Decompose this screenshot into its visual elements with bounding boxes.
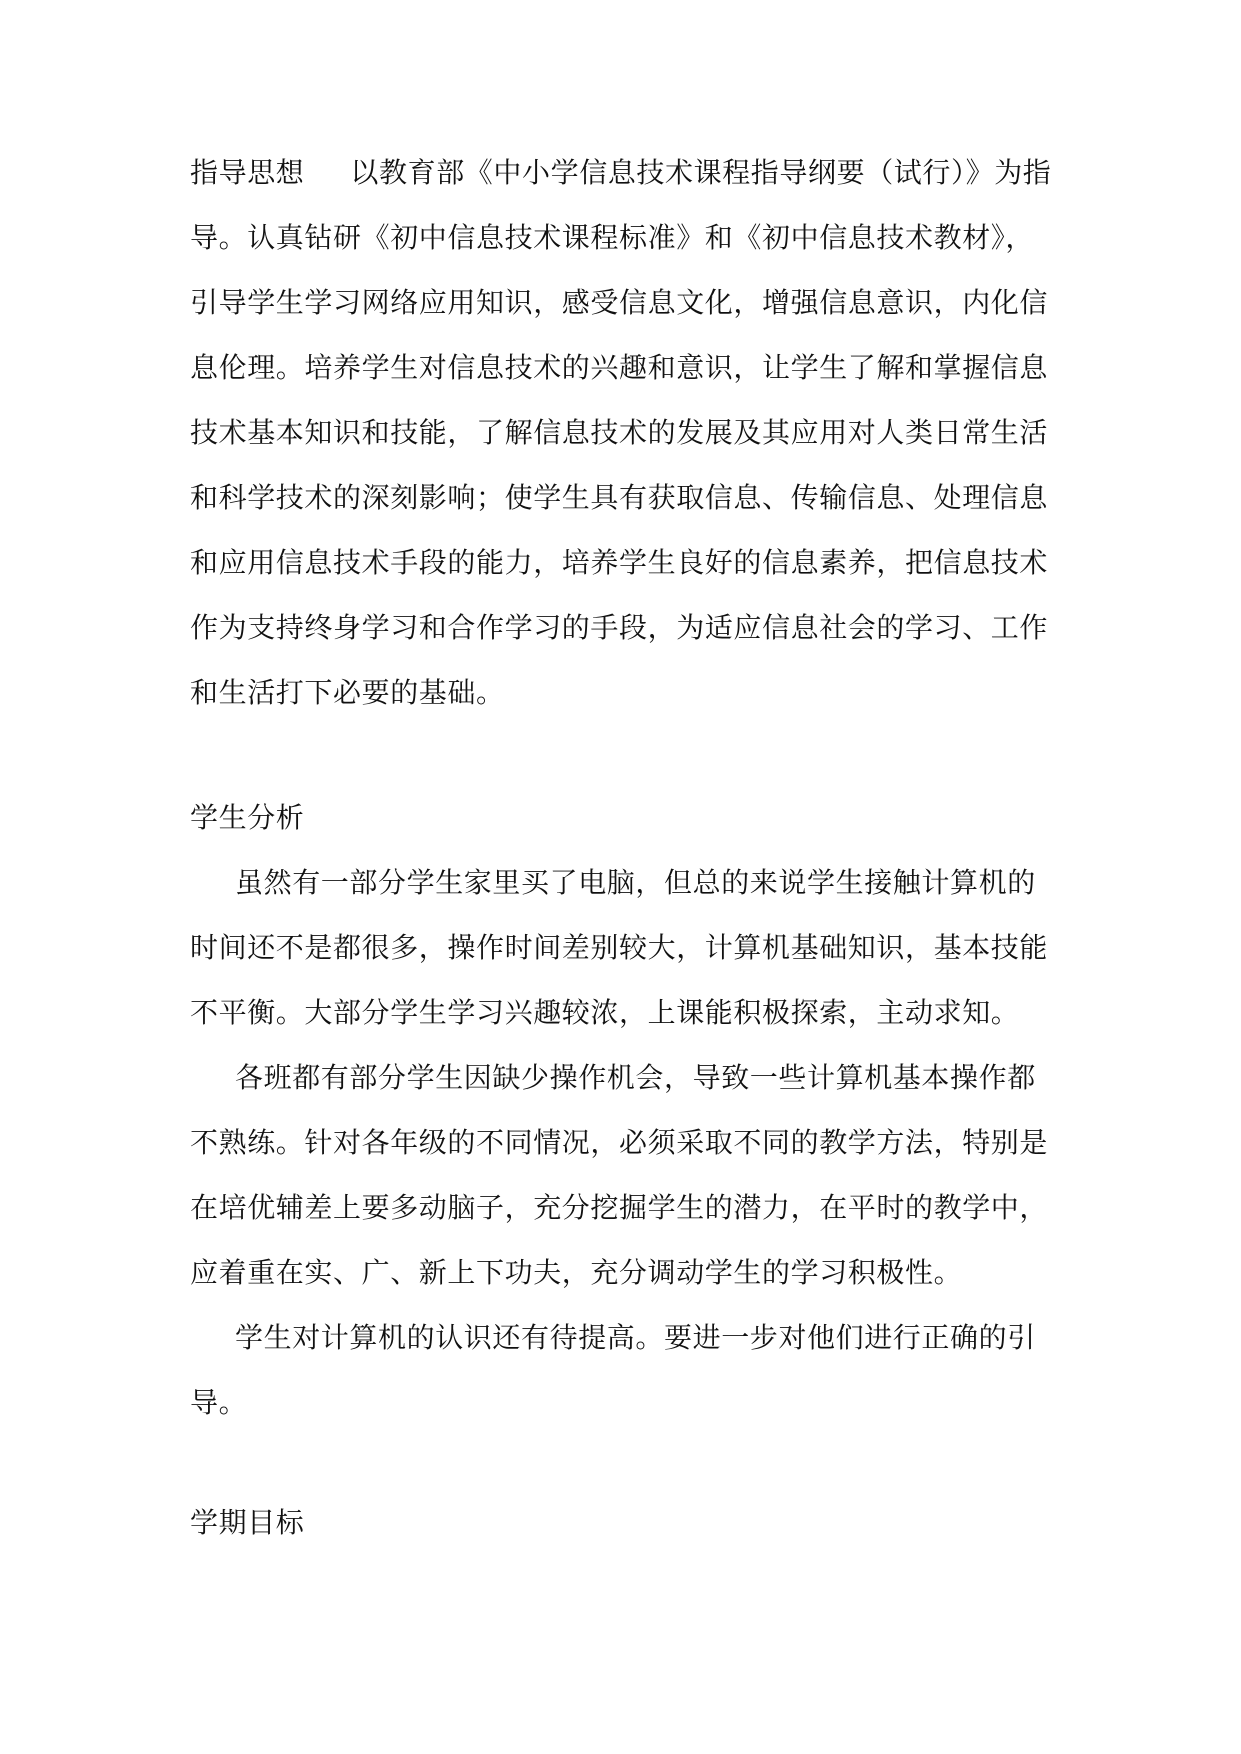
paragraph-line: 息伦理。培养学生对信息技术的兴趣和意识，让学生了解和掌握信息 [190, 351, 1049, 384]
paragraph-line: 各班都有部分学生因缺少操作机会，导致一些计算机基本操作都 [235, 1061, 1036, 1094]
section-heading-guiding-ideology: 指导思想 [190, 156, 305, 189]
paragraph-line: 在培优辅差上要多动脑子，充分挖掘学生的潜力，在平时的教学中， [190, 1191, 1049, 1224]
paragraph-text: 以教育部《中小学信息技术课程指导纲要（试行）》为指 [350, 156, 1052, 189]
paragraph-line: 作为支持终身学习和合作学习的手段，为适应信息社会的学习、工作 [190, 611, 1049, 644]
paragraph-line: 技术基本知识和技能，了解信息技术的发展及其应用对人类日常生活 [190, 416, 1049, 449]
paragraph-line [190, 140, 1060, 205]
paragraph-line: 时间还不是都很多，操作时间差别较大，计算机基础知识，基本技能 [190, 931, 1049, 964]
document-page [190, 140, 1060, 1555]
paragraph-line: 和应用信息技术手段的能力，培养学生良好的信息素养，把信息技术 [190, 546, 1049, 579]
paragraph-line: 学生对计算机的认识还有待提高。要进一步对他们进行正确的引 [235, 1321, 1036, 1354]
section-heading-student-analysis: 学生分析 [190, 801, 305, 834]
paragraph-line: 和生活打下必要的基础。 [190, 676, 505, 709]
section-spacer [190, 725, 1060, 785]
paragraph-line: 引导学生学习网络应用知识，感受信息文化，增强信息意识，内化信 [190, 286, 1049, 319]
paragraph-line: 不熟练。针对各年级的不同情况，必须采取不同的教学方法，特别是 [190, 1126, 1049, 1159]
section-heading-semester-goals: 学期目标 [190, 1506, 305, 1539]
section-spacer [190, 1435, 1060, 1490]
paragraph-line: 不平衡。大部分学生学习兴趣较浓，上课能积极探索，主动求知。 [190, 996, 1020, 1029]
paragraph-line: 应着重在实、广、新上下功夫，充分调动学生的学习积极性。 [190, 1256, 963, 1289]
paragraph-line: 虽然有一部分学生家里买了电脑，但总的来说学生接触计算机的 [235, 866, 1036, 899]
paragraph-line: 和科学技术的深刻影响；使学生具有获取信息、传输信息、处理信息 [190, 481, 1049, 514]
paragraph-line: 导。 [190, 1386, 248, 1419]
paragraph-line: 导。认真钻研《初中信息技术课程标准》和《初中信息技术教材》， [190, 221, 1035, 254]
